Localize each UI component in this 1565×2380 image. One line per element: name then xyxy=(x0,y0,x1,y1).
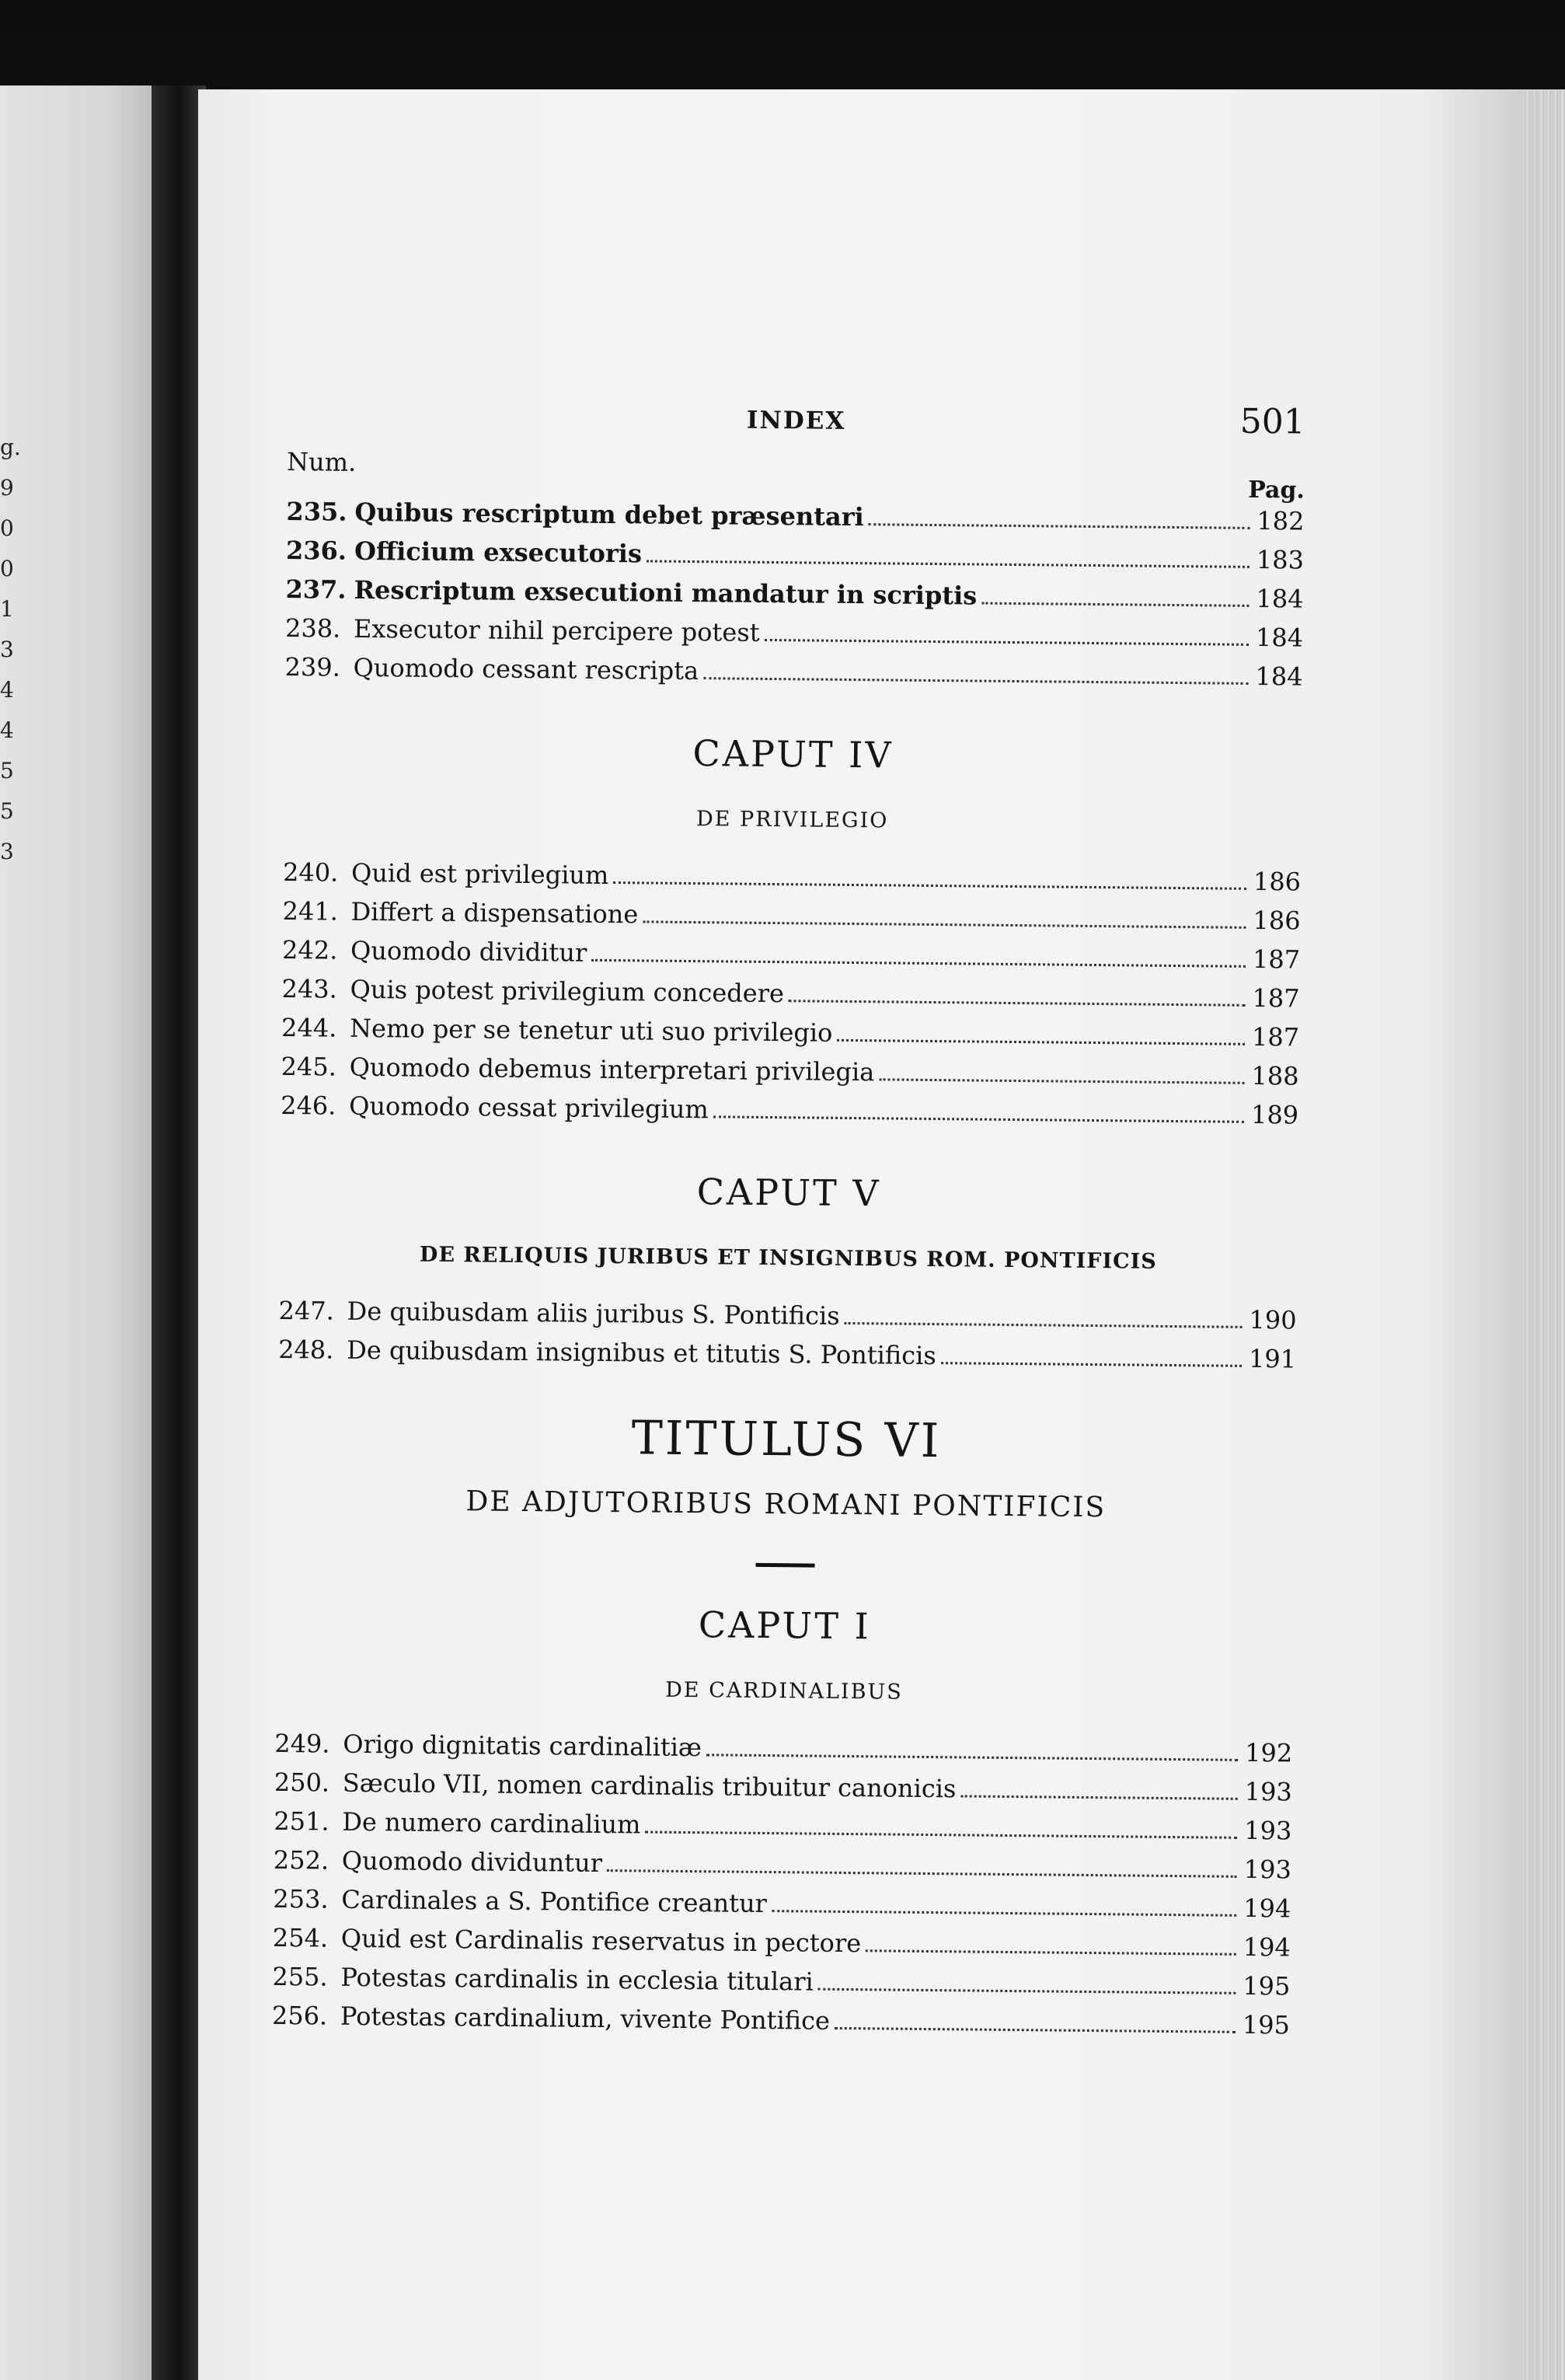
entry-title: De quibusdam aliis juribus S. Pontificis xyxy=(347,1296,840,1331)
entry-page: 194 xyxy=(1243,1932,1291,1963)
dot-leader xyxy=(643,920,1246,928)
facing-page-number: 5 xyxy=(0,758,14,783)
entry-title: Sæculo VII, nomen cardinalis tribuitur canonicis xyxy=(342,1768,957,1804)
entry-page: 192 xyxy=(1244,1737,1293,1768)
entry-page: 195 xyxy=(1242,2009,1291,2040)
entry-title: Quid est Cardinalis reservatus in pectore xyxy=(340,1923,862,1959)
dot-leader xyxy=(960,1795,1237,1799)
entry-number: 252. xyxy=(273,1844,329,1876)
entry-number: 244. xyxy=(281,1012,337,1043)
dot-leader xyxy=(789,1000,1246,1007)
rescript-entries xyxy=(284,497,1304,701)
entry-title: De numero cardinalium xyxy=(342,1806,641,1840)
entry-title: Quomodo debemus interpretari privilegia xyxy=(349,1052,875,1087)
entry-page: 184 xyxy=(1255,622,1304,653)
entry-title: Quomodo dividitur xyxy=(350,935,587,968)
caput-heading: CAPUT IV xyxy=(692,732,894,776)
entry-title: Quomodo cessant rescripta xyxy=(353,652,699,686)
entry-title: Officium exsecutoris xyxy=(354,536,643,569)
running-title: INDEX xyxy=(746,406,846,435)
dot-leader xyxy=(713,1115,1244,1123)
caput-heading: CAPUT V xyxy=(696,1171,881,1215)
facing-page-number: 5 xyxy=(0,798,14,824)
dot-leader xyxy=(845,1322,1243,1328)
dot-leader xyxy=(866,1949,1236,1956)
entry-title: Exsecutor nihil percipere potest xyxy=(353,613,760,647)
num-column-label: Num. xyxy=(286,446,357,477)
entry-number: 236. xyxy=(285,535,347,566)
dot-leader xyxy=(706,1754,1238,1761)
entry-number: 243. xyxy=(281,973,338,1004)
facing-page-number: 1 xyxy=(0,596,14,622)
dot-leader xyxy=(981,602,1249,607)
page-header xyxy=(287,393,1305,457)
entry-page: 184 xyxy=(1255,661,1303,692)
facing-page-number: 4 xyxy=(0,717,14,743)
entry-title: Origo dignitatis cardinalitiæ xyxy=(343,1729,702,1763)
cardinal-entries xyxy=(272,1729,1293,2050)
dot-leader xyxy=(879,1078,1244,1084)
entry-title: Differt a dispensatione xyxy=(350,896,639,930)
dot-leader xyxy=(703,677,1248,685)
facing-page-number: 9 xyxy=(0,475,14,501)
facing-page-number: 3 xyxy=(0,839,14,864)
entry-page: 193 xyxy=(1244,1815,1292,1846)
dot-leader xyxy=(837,1039,1245,1045)
entry-title: Quis potest privilegium concedere xyxy=(350,974,785,1009)
section-subheading: DE CARDINALIBUS xyxy=(665,1677,903,1705)
titulus-subheading: DE ADJUTORIBUS ROMANI PONTIFICIS xyxy=(465,1485,1107,1524)
facing-page-numbers xyxy=(0,427,23,872)
entry-page: 182 xyxy=(1257,505,1305,536)
entry-page: 194 xyxy=(1243,1893,1291,1924)
index-content xyxy=(272,393,1305,2049)
entry-title: Quomodo dividuntur xyxy=(341,1845,603,1878)
dot-leader xyxy=(645,1831,1237,1839)
entry-number: 246. xyxy=(281,1090,336,1121)
dot-leader xyxy=(818,1988,1236,1994)
entry-number: 248. xyxy=(278,1334,334,1365)
page-number: 501 xyxy=(1239,401,1305,442)
entry-number: 240. xyxy=(282,857,339,888)
caput-heading: CAPUT I xyxy=(698,1604,871,1648)
entry-title: Nemo per se tenetur uti suo privilegio xyxy=(349,1013,833,1048)
entry-page: 186 xyxy=(1253,866,1302,897)
entry-title: De quibusdam insignibus et titutis S. Pontificis xyxy=(346,1335,936,1371)
dot-leader xyxy=(613,881,1246,890)
entry-title: Cardinales a S. Pontifice creantur xyxy=(341,1884,768,1919)
facing-page-number: g. xyxy=(0,434,21,460)
entry-page: 191 xyxy=(1248,1343,1297,1374)
dot-leader xyxy=(869,523,1250,529)
page-edges xyxy=(1523,89,1565,2380)
section-rule xyxy=(756,1563,815,1568)
entry-page: 193 xyxy=(1244,1776,1292,1807)
entry-number: 241. xyxy=(282,895,339,927)
facing-page-number: 0 xyxy=(0,556,14,581)
section-subheading: DE PRIVILEGIO xyxy=(695,807,889,833)
facing-page xyxy=(0,85,155,2380)
pontiff-rights-entries xyxy=(278,1296,1297,1384)
entry-number: 238. xyxy=(284,612,341,644)
entry-page: 187 xyxy=(1252,944,1301,975)
entry-number: 235. xyxy=(286,496,347,527)
entry-page: 187 xyxy=(1252,982,1300,1014)
entry-page: 193 xyxy=(1243,1854,1291,1885)
column-labels xyxy=(287,447,1305,507)
entry-number: 247. xyxy=(278,1295,335,1326)
facing-page-number: 0 xyxy=(0,515,14,541)
entry-number: 245. xyxy=(281,1051,337,1082)
dot-leader xyxy=(591,959,1246,968)
entry-page: 186 xyxy=(1253,905,1301,936)
entry-number: 254. xyxy=(272,1922,329,1953)
entry-number: 249. xyxy=(274,1728,330,1759)
entry-title: Potestas cardinalium, vivente Pontifice xyxy=(340,2001,831,2036)
entry-number: 251. xyxy=(274,1806,329,1837)
dot-leader xyxy=(607,1869,1237,1878)
privilege-entries xyxy=(281,857,1301,1139)
entry-page: 195 xyxy=(1243,1970,1291,2001)
facing-page-number: 3 xyxy=(0,637,14,662)
entry-page: 189 xyxy=(1250,1099,1299,1130)
entry-title: Quid est privilegium xyxy=(350,857,609,890)
entry-number: 239. xyxy=(284,651,341,682)
entry-title: Quomodo cessat privilegium xyxy=(349,1091,709,1125)
facing-page-number: 4 xyxy=(0,677,14,703)
dot-leader xyxy=(772,1910,1236,1917)
entry-title: Potestas cardinalis in ecclesia titulari xyxy=(340,1962,814,1997)
pag-column-label: Pag. xyxy=(1248,476,1305,504)
dot-leader xyxy=(647,560,1250,567)
entry-number: 255. xyxy=(272,1961,328,1992)
entry-page: 187 xyxy=(1251,1021,1300,1052)
entry-page: 184 xyxy=(1256,583,1304,614)
entry-number: 250. xyxy=(274,1767,330,1798)
dot-leader xyxy=(941,1362,1242,1367)
entry-number: 242. xyxy=(281,934,338,965)
dot-leader xyxy=(835,2027,1236,2033)
entry-number: 237. xyxy=(285,574,347,605)
entry-title: Quibus rescriptum debet præsentari xyxy=(354,497,864,532)
entry-page: 188 xyxy=(1251,1060,1299,1091)
entry-number: 253. xyxy=(273,1883,329,1914)
titulus-heading: TITULUS VI xyxy=(631,1411,942,1469)
section-subheading: DE RELIQUIS JURIBUS ET INSIGNIBUS ROM. PONTIFICIS xyxy=(419,1242,1157,1274)
dot-leader xyxy=(764,639,1248,646)
entry-page: 190 xyxy=(1249,1304,1297,1335)
entry-page: 183 xyxy=(1256,544,1305,575)
entry-number: 256. xyxy=(271,2000,328,2031)
entry-title: Rescriptum exsecutioni mandatur in scriptis xyxy=(354,574,978,611)
